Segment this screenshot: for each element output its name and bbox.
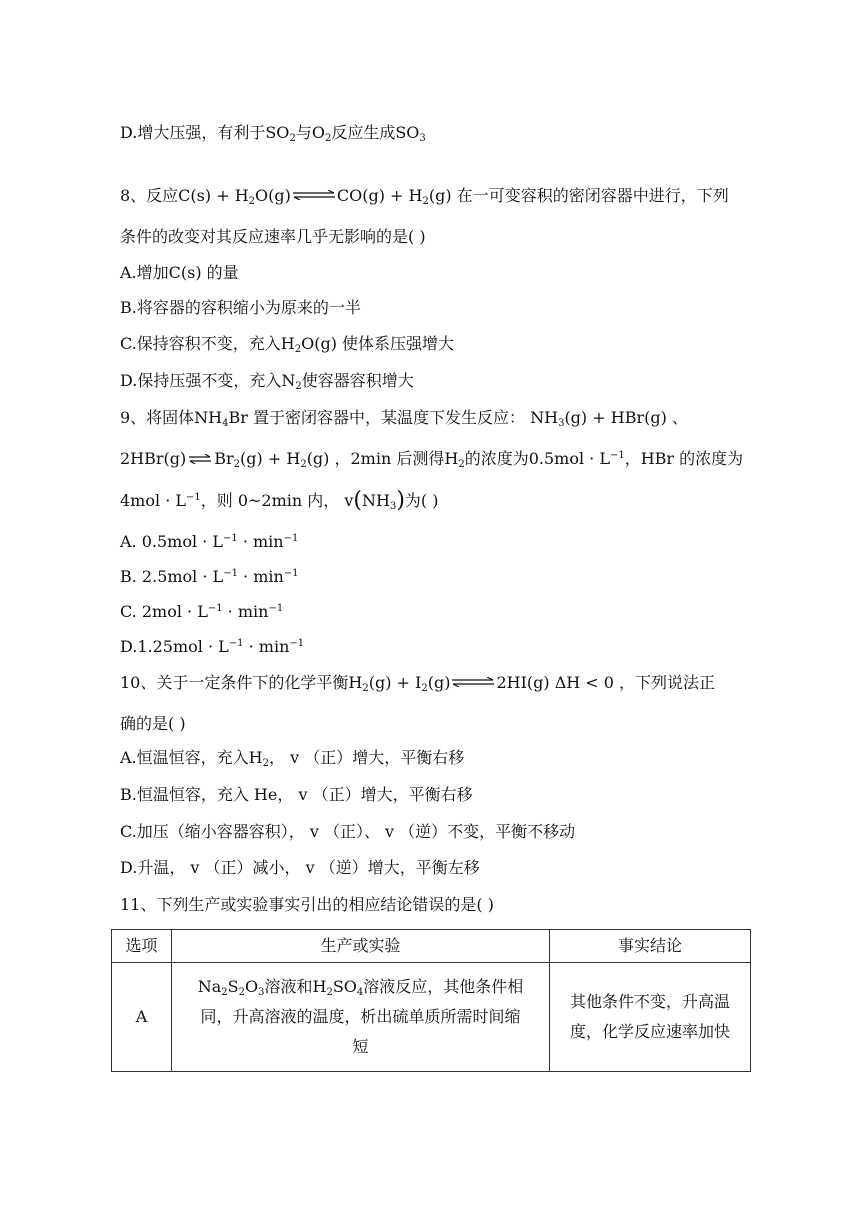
header-fact: 生产或实验 bbox=[172, 930, 550, 963]
q8-stem-line1: 8、反应$C(s) + H_2O(g) CO(g) + H_2(g)$ 在一可变容积的密闭容器中进行，下列 bbox=[120, 186, 729, 207]
q10-stem-line1: 10、关于一定条件下的化学平衡$H_2(g) + I_2(g)$ 2HI(g) ΔH < 0 ，下列说法正 bbox=[120, 673, 716, 694]
header-conclusion: 事实结论 bbox=[550, 930, 751, 963]
q7-option-d: D.增大压强，有利于$SO_2$与$O_2$反应生成$SO_3$ bbox=[120, 123, 426, 144]
equilibrium-arrow-icon bbox=[292, 190, 336, 200]
q9-stem-line3: $4mol \cdot L^{-1}$，则 0~2min 内， $v(NH_3)$为( ) bbox=[120, 488, 439, 513]
table-header-row bbox=[112, 930, 751, 963]
q9-option-b: B. $2.5mol \cdot L^{-1} \cdot \min^{-1}$ bbox=[120, 567, 299, 586]
q9-option-c: C. $2mol \cdot L^{-1} \cdot \min^{-1}$ bbox=[120, 602, 284, 621]
q11-stem: 11、下列生产或实验事实引出的相应结论错误的是( ) bbox=[120, 895, 494, 914]
cell-conclusion bbox=[550, 963, 751, 1072]
fact-line1: $Na_2S_2O_3$溶液和$H_2SO_4$溶液反应，其他条件相 bbox=[197, 977, 524, 998]
q8-option-b: B.将容器的容积缩小为原来的一半 bbox=[120, 298, 361, 317]
cell-fact bbox=[172, 963, 550, 1072]
reversible-arrow-icon bbox=[188, 454, 212, 464]
q10-option-d: D.升温， v （正）减小， v （逆）增大，平衡左移 bbox=[120, 858, 480, 877]
cell-option: A bbox=[112, 963, 172, 1072]
fact-line3: 短 bbox=[352, 1037, 369, 1056]
q10-option-b: B.恒温恒容，充入 He， v （正）增大，平衡右移 bbox=[120, 785, 473, 804]
q9-stem-line2: 2HBr(g) $Br_2(g) + H_2(g)$ ，2min 后测得$H_2$的浓度为$0.5mol \cdot L^{-1}$，HBr 的浓度为 bbox=[120, 449, 744, 470]
q9-stem-line1: 9、将固体$NH_4Br$ 置于密闭容器中，某温度下发生反应： $NH_3(g) + HBr(g)$ 、 bbox=[120, 408, 688, 429]
q10-option-c: C.加压（缩小容器容积）， v （正）、 v （逆）不变，平衡不移动 bbox=[120, 822, 576, 841]
q8-option-c: C.保持容积不变，充入$H_2O(g)$ 使体系压强增大 bbox=[120, 334, 455, 355]
table-row bbox=[112, 963, 751, 1072]
conclusion-line2: 度，化学反应速率加快 bbox=[569, 1022, 730, 1041]
q10-option-a: A.恒温恒容，充入$H_2$， v （正）增大，平衡右移 bbox=[120, 748, 465, 769]
q10-stem-line2: 确的是( ) bbox=[120, 714, 186, 733]
q8-stem-line2: 条件的改变对其反应速率几乎无影响的是( ) bbox=[120, 227, 426, 246]
fact-line2: 同，升高溶液的温度，析出硫单质所需时间缩 bbox=[200, 1007, 521, 1026]
header-option: 选项 bbox=[112, 930, 172, 963]
conclusion-line1: 其他条件不变，升高温 bbox=[569, 992, 730, 1011]
q8-option-a: A.增加C(s) 的量 bbox=[120, 263, 239, 282]
answer-table bbox=[111, 929, 751, 1072]
q8-option-d: D.保持压强不变，充入$N_2$使容器容积增大 bbox=[120, 371, 414, 392]
equilibrium-arrow-icon bbox=[451, 677, 495, 687]
q9-option-a: A. $0.5mol \cdot L^{-1} \cdot \min^{-1}$ bbox=[120, 532, 299, 551]
q9-option-d: $D.1.25mol \cdot L^{-1} \cdot \min^{-1}$ bbox=[120, 637, 305, 656]
